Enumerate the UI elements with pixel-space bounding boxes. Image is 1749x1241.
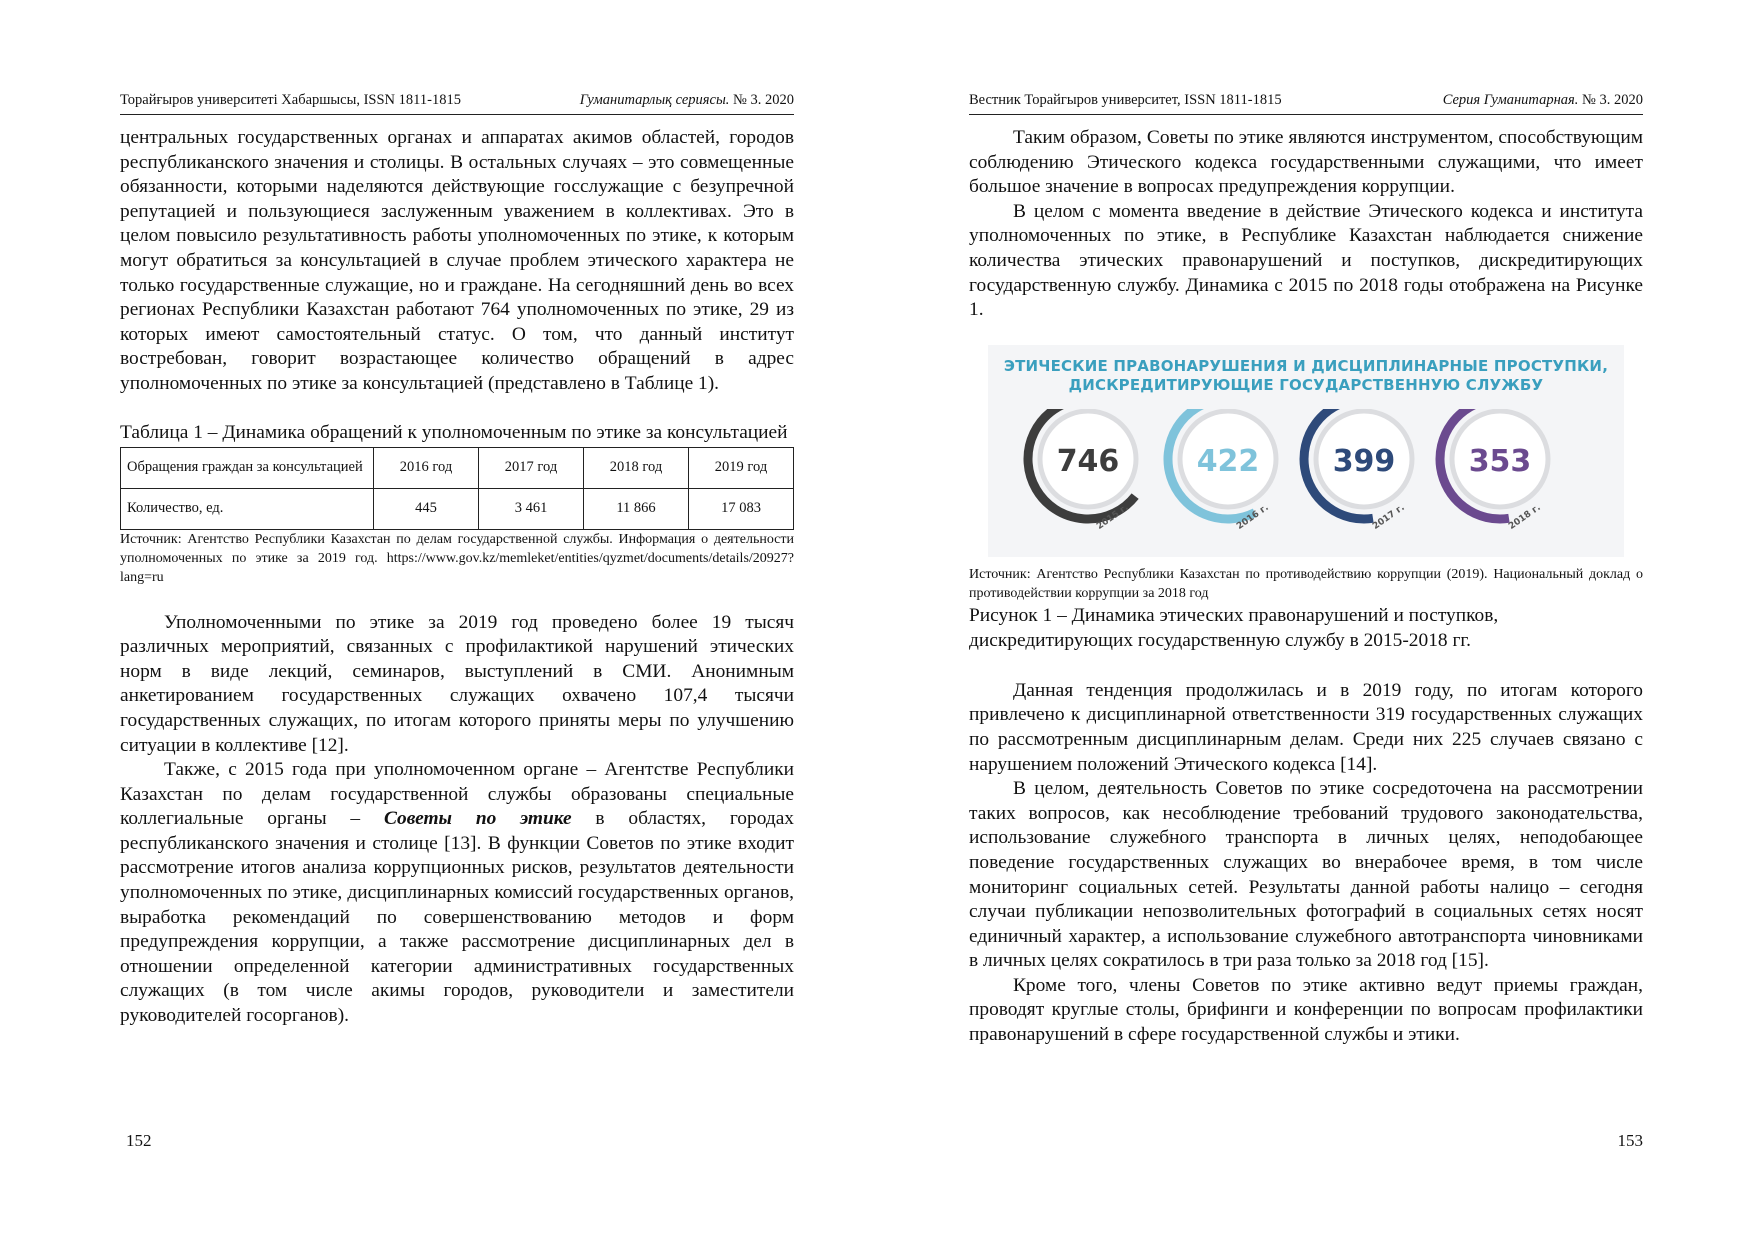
figure-source: Источник: Агентство Республики Казахстан по противодействию коррупции (2019). Национальный доклад о противодействии коррупции за 2018 год (969, 566, 1643, 601)
right-header-issue: № 3. 2020 (1582, 92, 1643, 108)
left-header-series-name: Гуманитарлық сериясы. (579, 92, 730, 108)
right-header-journal: Вестник Торайгыров университет, ISSN 1811-1815 (969, 92, 1282, 108)
table-cell: 17 083 (689, 488, 794, 529)
ring-value: 399 (1332, 443, 1396, 479)
table-cell: 11 866 (584, 488, 689, 529)
left-paragraph-1: центральных государственных органах и аппаратах акимов областей, городов республиканского значения и столицы. В остальных случаях – это совмещенные обязанности, которыми наделяются действующие госслужащие с безупречной репутацией и пользующиеся заслуженным уважением в коллективах. Это в целом повысило результативность работы уполномоченных по этике, к которым могут обратиться за консультацией в случае проблем этического характера не только государственные служащие, но и граждане. На сегодняшний день во всех регионах Республики Казахстан работают 764 уполномоченных по этике, 29 из которых имеют самостоятельный статус. О том, что данный институт востребован, говорит возрастающее количество обращений в адрес уполномоченных по этике за консультацией (представлено в Таблице 1). (120, 127, 794, 394)
table-header-cell: 2016 год (374, 447, 479, 488)
table-header-cell: 2017 год (479, 447, 584, 488)
right-paragraph-5: Кроме того, члены Советов по этике активно ведут приемы граждан, проводят круглые столы, брифинги и конференции по вопросам профилактики правонарушений в сфере государственной службы и этики. (969, 974, 1643, 1046)
right-body (969, 126, 1643, 1048)
table-source: Источник: Агентство Республики Казахстан по делам государственной службы. Информация о деятельности уполномоченных по этике за 2019 год. https://www.gov.kz/memleket/entities/qyzmet/documents/details/20927?lang=ru (120, 531, 794, 585)
left-paragraph-3-start: Также, с 2015 года при уполномоченном органе – Агентстве Республики Казахстан по делам государственной службы образованы специальные коллегиальные органы – (120, 759, 794, 830)
table-header-cell: 2018 год (584, 447, 689, 488)
right-paragraph-2: В целом с момента введение в действие Этического кодекса и института уполномоченных по этике, в Республике Казахстан наблюдается снижение количества этических правонарушений и поступков, дискредитирующих государственную службу. Динамика с 2015 по 2018 годы отображена на Рисунке 1. (969, 200, 1643, 321)
right-page-number: 153 (1617, 1131, 1643, 1150)
left-running-header (120, 92, 794, 115)
ethics-councils-emphasis: Советы по этике (383, 808, 572, 830)
ring-year-label: 2015 г. (1095, 502, 1131, 532)
ring-year-label: 2016 г. (1235, 502, 1271, 532)
ring-year-label: 2017 г. (1371, 502, 1407, 532)
right-page (969, 0, 1643, 1241)
ring-value: 422 (1196, 443, 1260, 479)
left-paragraph-2: Уполномоченными по этике за 2019 год проведено более 19 тысяч различных мероприятий, связанных с профилактикой нарушений этических норм в виде лекций, семинаров, выступлений в СМИ. Анонимным анкетированием государственных служащих охвачено 107,4 тысячи государственных служащих, по итогам которого приняты меры по улучшению ситуации в коллективе [12]. (120, 611, 794, 756)
ring-2017г (1304, 409, 1412, 532)
left-page-number: 152 (126, 1131, 152, 1150)
figure-title (988, 357, 1624, 395)
figure-title-line-1: ЭТИЧЕСКИЕ ПРАВОНАРУШЕНИЯ И ДИСЦИПЛИНАРНЫЕ ПРОСТУПКИ, (1003, 356, 1609, 375)
left-header-series (580, 92, 794, 109)
ring-value: 353 (1468, 443, 1532, 479)
table-cell: 3 461 (479, 488, 584, 529)
left-header-issue: № 3. 2020 (733, 92, 794, 108)
table-header-row (121, 447, 794, 488)
ring-value: 746 (1056, 443, 1120, 479)
table-cell: Количество, ед. (121, 488, 374, 529)
left-body (120, 126, 794, 1029)
table-cell: 445 (374, 488, 479, 529)
table-row (121, 488, 794, 529)
left-header-journal: Торайғыров университеті Хабаршысы, ISSN 1811-1815 (120, 92, 461, 108)
ring-2015г (1028, 409, 1136, 532)
ring-2018г (1440, 409, 1548, 532)
right-paragraph-4: В целом, деятельность Советов по этике сосредоточена на рассмотрении таких вопросов, как несоблюдение требований трудового законодательства, использование служебного транспорта в личных целях, неподобающее поведение государственных служащих во внерабочее время, в том числе мониторинг социальных сетей. Результаты данной работы налицо – сегодня случаи публикации непозволительных фотографий в социальных сетях носят единичный характер, а использование служебного автотранспорта чиновниками в личных целях сократилось в три раза только за 2018 год [15]. (969, 778, 1643, 972)
figure-rings (988, 409, 1624, 557)
ring-year-label: 2018 г. (1507, 502, 1543, 532)
figure-title-line-2: ДИСКРЕДИТИРУЮЩИЕ ГОСУДАРСТВЕННУЮ СЛУЖБУ (1068, 375, 1544, 394)
right-paragraph-3: Данная тенденция продолжилась и в 2019 году, по итогам которого привлечено к дисциплинарной ответственности 319 государственных служащих по рассмотренным дисциплинарным делам. Среди них 225 случаев связано с нарушением положений Этического кодекса [14]. (969, 679, 1643, 775)
figure-caption-line-1: Рисунок 1 – Динамика этических правонарушений и поступков, (969, 604, 1499, 626)
table-caption: Таблица 1 – Динамика обращений к уполномоченным по этике за консультацией (120, 421, 788, 443)
right-running-header (969, 92, 1643, 115)
appeals-table (120, 447, 794, 530)
right-header-series-name: Серия Гуманитарная. (1442, 92, 1579, 108)
figure-caption-line-2: дискредитирующих государственную службу в 2015-2018 гг. (969, 629, 1472, 651)
left-paragraph-3-end: в областях, городах республиканского значения и столице [13]. В функции Советов по этике входит рассмотрение итогов анализа коррупционных рисков, результатов деятельности уполномоченных по этике, дисциплинарных комиссий государственных органов, выработка рекомендаций по совершенствованию методов и форм предупреждения коррупции, а также рассмотрение дисциплинарных дел в отношении определенной категории административных государственных служащих (в том числе акимы городов, руководители и заместители руководителей госорганов). (120, 808, 795, 1027)
figure-caption (969, 603, 1643, 653)
ring-2016г (1168, 409, 1276, 532)
left-page (120, 0, 794, 1241)
right-paragraph-1: Таким образом, Советы по этике являются инструментом, способствующим соблюдению Этического кодекса государственными служащими, что имеет большое значение в вопросах предупреждения коррупции. (969, 127, 1643, 198)
figure-infographic (988, 345, 1624, 557)
left-paragraph-3 (120, 758, 794, 1029)
table-header-cell: Обращения граждан за консультацией (121, 447, 374, 488)
right-header-series (1443, 92, 1643, 109)
table-header-cell: 2019 год (689, 447, 794, 488)
